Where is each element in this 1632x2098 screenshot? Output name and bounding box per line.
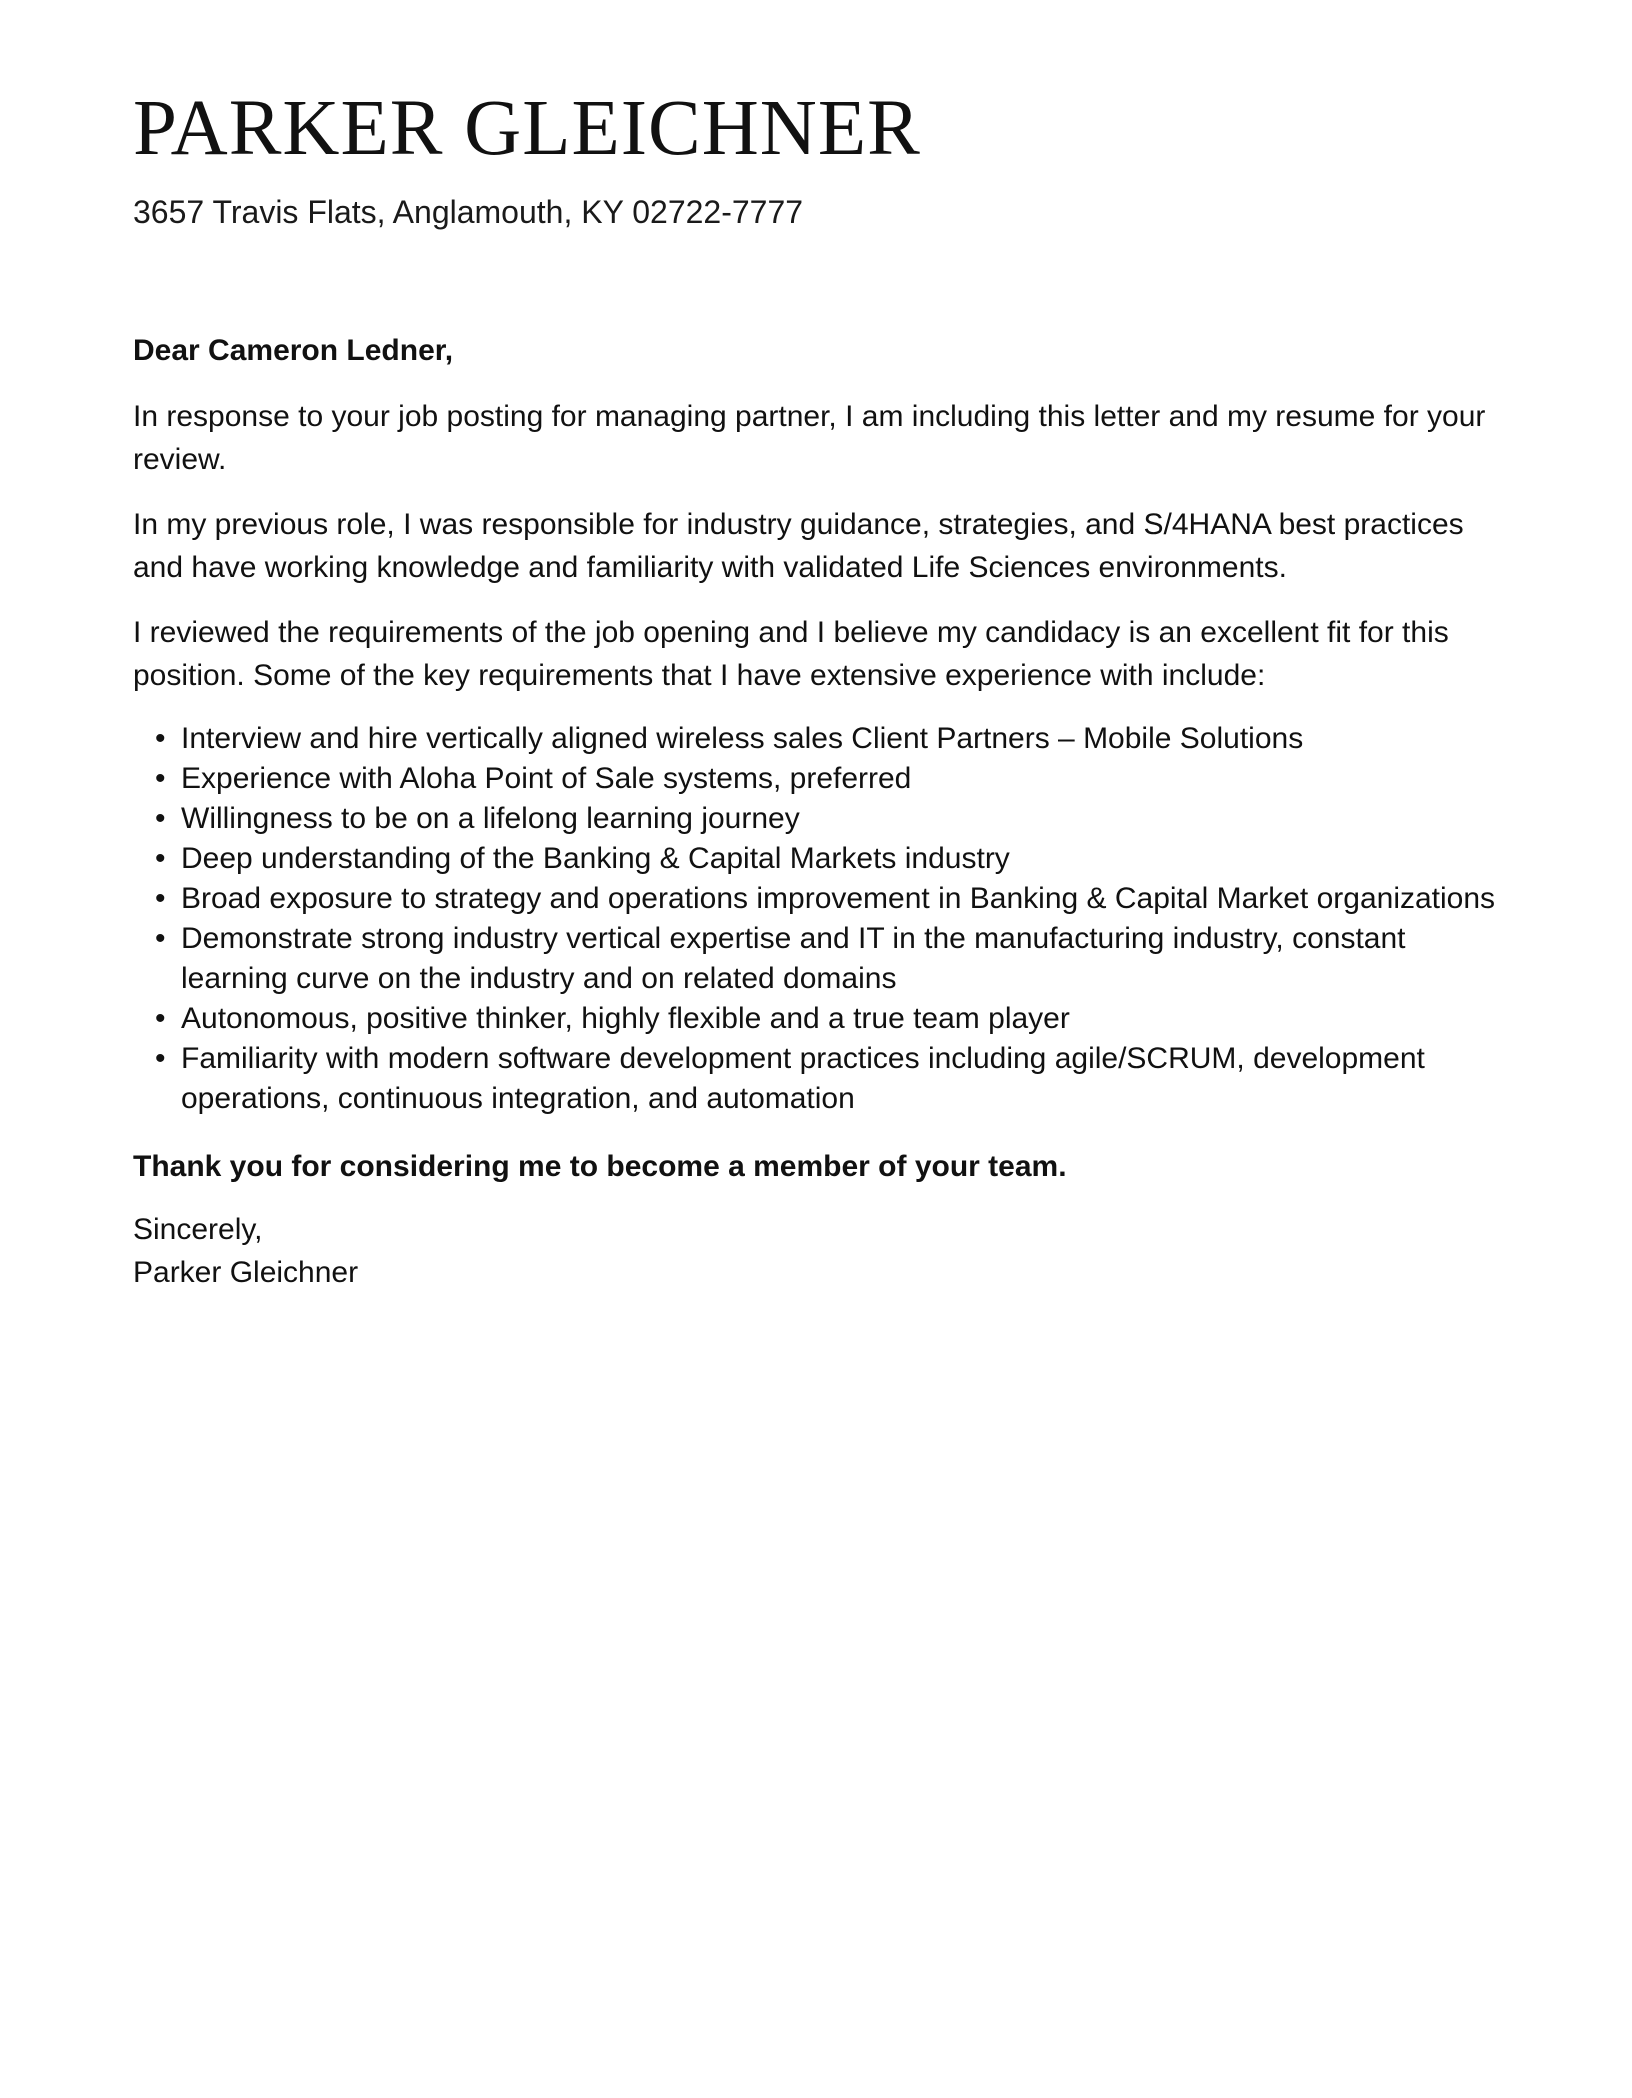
signoff-block: [133, 1208, 1503, 1294]
list-item: [155, 719, 1503, 759]
requirement-text: Broad exposure to strategy and operations improvement in Banking & Capital Market organizations: [181, 882, 1496, 915]
list-item: [155, 879, 1503, 919]
requirement-text: Deep understanding of the Banking & Capital Markets industry: [181, 842, 1010, 875]
requirement-text: Familiarity with modern software development practices including agile/SCRUM, development operations, continuous integration, and automation: [181, 1042, 1425, 1115]
list-item: [155, 1039, 1503, 1119]
list-item: [155, 919, 1503, 999]
paragraph-requirements-intro: I reviewed the requirements of the job opening and I believe my candidacy is an excellent fit for this position. Some of the key requirements that I have extensive experience with include:: [133, 616, 1449, 692]
bullet-icon: •: [155, 722, 166, 755]
bullet-icon: •: [155, 922, 166, 955]
salutation: Dear Cameron Ledner,: [133, 334, 454, 367]
applicant-name: PARKER GLEICHNER: [133, 85, 921, 172]
bullet-icon: •: [155, 1042, 166, 1075]
requirement-text: Autonomous, positive thinker, highly flexible and a true team player: [181, 1002, 1070, 1035]
requirement-text: Demonstrate strong industry vertical expertise and IT in the manufacturing industry, constant learning curve on the industry and on related domains: [181, 922, 1406, 995]
list-item: [155, 799, 1503, 839]
letter-body: [133, 329, 1503, 1294]
requirement-text: Interview and hire vertically aligned wireless sales Client Partners – Mobile Solutions: [181, 722, 1304, 755]
paragraph-previous-role: In my previous role, I was responsible for industry guidance, strategies, and S/4HANA best practices and have working knowledge and familiarity with validated Life Sciences environments.: [133, 508, 1464, 584]
closing-statement: Thank you for considering me to become a member of your team.: [133, 1150, 1067, 1183]
list-item: [155, 999, 1503, 1039]
bullet-icon: •: [155, 1002, 166, 1035]
requirements-list: [133, 719, 1503, 1119]
requirement-text: Willingness to be on a lifelong learning journey: [181, 802, 800, 835]
bullet-icon: •: [155, 802, 166, 835]
list-item: [155, 839, 1503, 879]
bullet-icon: •: [155, 842, 166, 875]
list-item: [155, 759, 1503, 799]
applicant-address: 3657 Travis Flats, Anglamouth, KY 02722-7777: [133, 194, 804, 230]
signature-name: Parker Gleichner: [133, 1256, 359, 1289]
bullet-icon: •: [155, 882, 166, 915]
signoff: Sincerely,: [133, 1213, 263, 1246]
bullet-icon: •: [155, 762, 166, 795]
requirement-text: Experience with Aloha Point of Sale systems, preferred: [181, 762, 912, 795]
paragraph-intro: In response to your job posting for managing partner, I am including this letter and my resume for your review.: [133, 400, 1486, 476]
